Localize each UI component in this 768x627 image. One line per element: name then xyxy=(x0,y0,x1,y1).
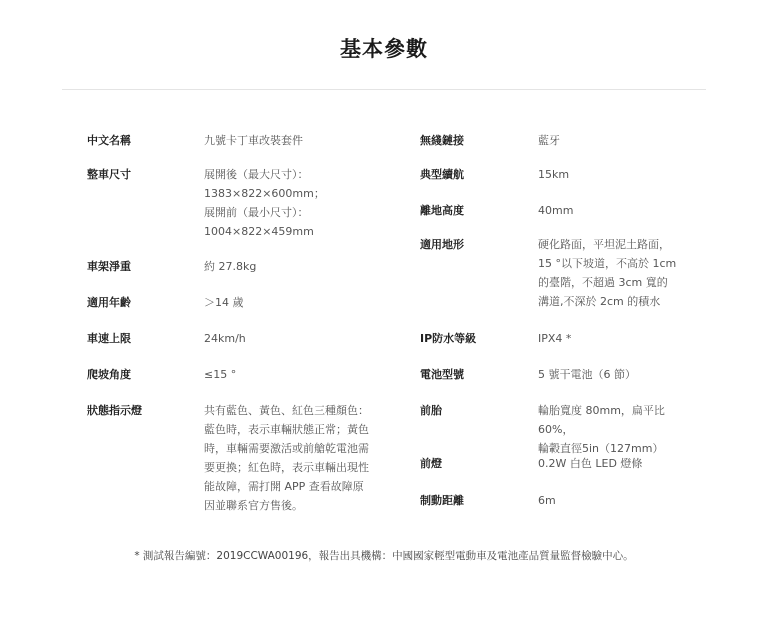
spec-value-line: 要更換；紅色時，表示車輛出現性 xyxy=(204,461,369,474)
spec-value-ground-clearance xyxy=(538,201,688,220)
spec-value-line: 時，車輛需要激活或前艙乾電池需 xyxy=(204,442,369,455)
spec-value-line: 24km/h xyxy=(204,332,246,345)
spec-label-terrain: 適用地形 xyxy=(420,238,464,251)
spec-label-ip-rating: IP防水等級 xyxy=(420,332,477,345)
spec-value-line: 6m xyxy=(538,494,556,507)
footnote: * 測試報告編號：2019CCWA00196，報告出具機構：中國國家輕型電動車及電池產品質量監督檢驗中心。 xyxy=(134,550,634,562)
spec-value-wireless xyxy=(538,131,688,150)
spec-value-line: 溝道,不深於 2cm 的積水 xyxy=(538,295,661,308)
spec-value-battery xyxy=(538,365,688,384)
spec-value-headlight xyxy=(538,454,688,473)
spec-value-braking-distance xyxy=(538,491,688,510)
spec-label-range: 典型續航 xyxy=(420,168,464,181)
spec-value-line: 的臺階，不超過 3cm 寬的 xyxy=(538,276,668,289)
spec-value-line: 展開後（最大尺寸）： xyxy=(204,168,309,181)
spec-value-frame-weight xyxy=(204,257,384,276)
spec-label-battery: 電池型號 xyxy=(420,368,464,381)
spec-value-line: 1004×822×459mm xyxy=(204,225,314,238)
spec-value-line: 藍色時，表示車輛狀態正常；黃色 xyxy=(204,423,369,436)
spec-label-vehicle-size: 整車尺寸 xyxy=(87,168,131,181)
spec-value-line: ＞14 歲 xyxy=(204,296,244,309)
spec-label-top-speed: 車速上限 xyxy=(87,332,131,345)
spec-value-ip-rating xyxy=(538,329,688,348)
spec-value-line: 共有藍色、黃色、紅色三種顏色： xyxy=(204,404,369,417)
spec-label-ground-clearance: 離地高度 xyxy=(420,204,464,217)
spec-value-line: 40mm xyxy=(538,204,574,217)
spec-value-terrain xyxy=(538,235,688,311)
spec-value-chinese-name xyxy=(204,131,384,150)
spec-value-line: 藍牙 xyxy=(538,134,560,147)
spec-label-front-tire: 前胎 xyxy=(420,404,442,417)
spec-value-line: 5 號干電池（6 節） xyxy=(538,368,636,381)
spec-label-headlight: 前燈 xyxy=(420,457,442,470)
spec-label-age: 適用年齡 xyxy=(87,296,131,309)
spec-label-chinese-name: 中文名稱 xyxy=(87,134,131,147)
spec-value-line: 1383×822×600mm； xyxy=(204,187,325,200)
spec-label-status-light: 狀態指示燈 xyxy=(87,404,142,417)
spec-value-line: 展開前（最小尺寸）： xyxy=(204,206,309,219)
spec-value-line: 輪胎寬度 80mm，扁平比 xyxy=(538,404,665,417)
spec-label-frame-weight: 車架淨重 xyxy=(87,260,131,273)
spec-value-line: 15 °以下坡道，不高於 1cm xyxy=(538,257,677,270)
spec-value-top-speed xyxy=(204,329,384,348)
spec-value-line: 15km xyxy=(538,168,570,181)
title-divider xyxy=(62,89,706,90)
spec-value-line: 能故障，需打開 APP 查看故障原 xyxy=(204,480,364,493)
spec-value-climb-angle xyxy=(204,365,384,384)
spec-value-vehicle-size xyxy=(204,165,384,241)
spec-value-front-tire xyxy=(538,401,688,458)
spec-value-line: ≤15 ° xyxy=(204,368,237,381)
spec-value-line: 因並聯系官方售後。 xyxy=(204,499,303,512)
spec-value-line: 九號卡丁車改裝套件 xyxy=(204,134,303,147)
spec-value-line: 60%， xyxy=(538,423,574,436)
spec-label-braking-distance: 制動距離 xyxy=(420,494,464,507)
spec-value-line: 硬化路面，平坦泥土路面， xyxy=(538,238,670,251)
spec-value-line: 0.2W 白色 LED 燈條 xyxy=(538,457,643,470)
spec-value-line: IPX4 * xyxy=(538,332,572,345)
spec-value-line: 輪轂直徑5in（127mm） xyxy=(538,442,664,455)
spec-value-range xyxy=(538,165,688,184)
spec-value-age xyxy=(204,293,384,312)
page-title: 基本參數 xyxy=(340,37,428,61)
spec-label-wireless: 無綫鏈接 xyxy=(420,134,464,147)
spec-value-line: 約 27.8kg xyxy=(204,260,257,273)
spec-value-status-light xyxy=(204,401,384,515)
spec-label-climb-angle: 爬坡角度 xyxy=(87,368,131,381)
